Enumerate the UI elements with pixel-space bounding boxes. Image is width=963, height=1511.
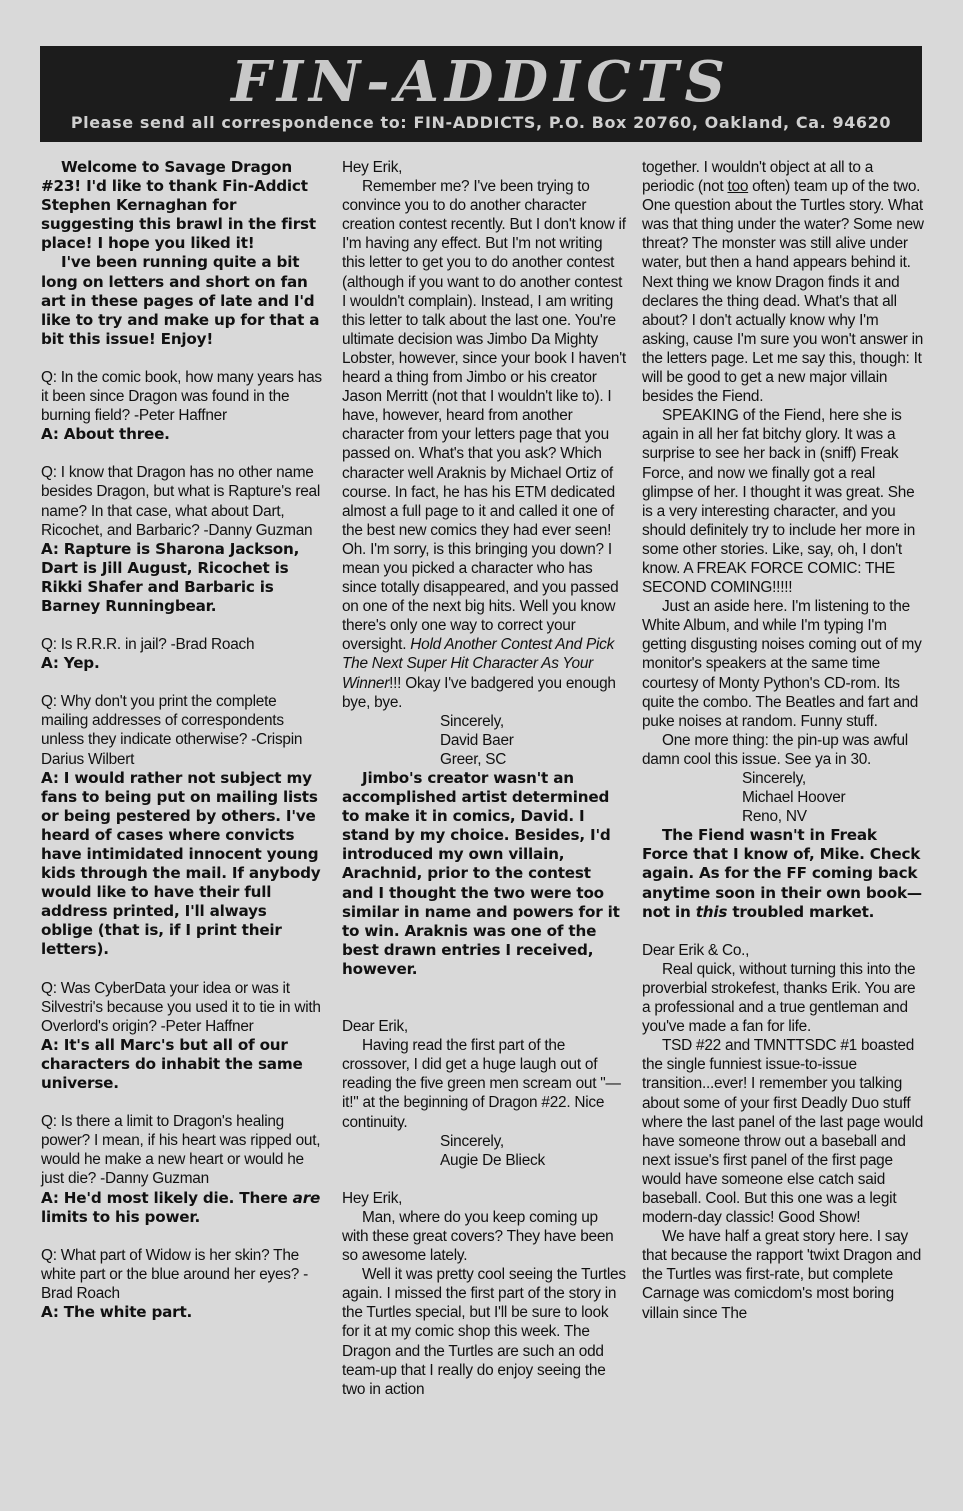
letter-4-para-1: Real quick, without turning this into the proverbial strokefest, thanks Erik. You are a professional and a true gentleman and you've made a fan for life. (642, 960, 916, 1036)
letter-4-greeting: Dear Erik & Co., (642, 941, 750, 959)
question-1: Q: In the comic book, how many years has it been since Dragon was found in the burning field? -Peter Haffner (41, 368, 322, 425)
letter-3-para-3: SPEAKING of the Fiend, here she is again in all her fat bitchy glory. It was a surprise to see her back in (sniff) Freak Force, and now we finally got a real glimpse of her. I thought it was great. She is a very interesting character, and you should definitely try to include her more in some other stories. Like, say, oh, I don't know. A FREAK FORCE COMIC: THE SECOND COMING!!!!! (642, 407, 916, 597)
letter-3-para-4: Just an aside here. I'm listening to the White Album, and while I'm typing I'm getting disgusting noises coming out of my monitor's speakers at the same time courtesy of Monty Python's CD-rom. Its quite the combo. The Beatles and fart and puke noises at random. Funny stuff. (642, 598, 922, 730)
column-3 (642, 158, 926, 1323)
column-1 (41, 158, 323, 1322)
letter-3-para-1: Man, where do you keep coming up with these great covers? They have been so awesome lately. (342, 1208, 614, 1265)
answer-5: A: It's all Marc's but all of our characters do inhabit the same universe. (41, 1035, 303, 1093)
letter-1-signoff: Sincerely, (440, 712, 504, 730)
letter-4-para-3: We have half a great story here. I say that because the rapport 'twixt Dragon and the Turtles was first-rate, but complete Carnage was comicdom's most boring villain since The (642, 1228, 922, 1322)
editor-intro-2: I've been running quite a bit long on letters and short on fan art in these pages of late and I'd like to try and make up for that a bit this issue! Enjoy! (41, 253, 320, 348)
answer-4: A: I would rather not subject my fans to being put on mailing lists or being pestered by others. I've heard of cases where convicts have intimidated innocent young kids through the mail. If anybody would like to have their full address printed, I'll always oblige (that is, if I print their letters). (41, 768, 321, 959)
letter-2-author: Augie De Blieck (440, 1151, 545, 1169)
question-7: Q: What part of Widow is her skin? The white part or the blue around her eyes? -Brad Roach (41, 1246, 308, 1302)
question-4: Q: Why don't you print the complete mailing addresses of correspondents unless they indicate otherwise? -Crispin Darius Wilbert (41, 693, 303, 768)
answer-6: A: He'd most likely die. There are limits to his power. (41, 1188, 321, 1226)
column-2 (342, 158, 626, 1399)
letter-1-location: Greer, SC (440, 750, 507, 768)
answer-2: A: Rapture is Sharona Jackson, Dart is Jill August, Ricochet is Rikki Shafer and Barbaric is Barney Runningbear. (41, 539, 300, 615)
letter-3-greeting: Hey Erik, (342, 1189, 403, 1207)
header-banner (40, 46, 922, 142)
letter-2-signoff: Sincerely, (440, 1132, 504, 1150)
letter-1-author: David Baer (440, 731, 514, 749)
letter-1-body: Remember me? I've been trying to convince you to do another character creation contest recently. But I don't know if I'm having any effect. But I'm not writing this letter to get you to do another contest (although if you want to do another contest I wouldn't complain). Instead, I am writing this letter to talk about the last one. You're ultimate decision was Jimbo Da Mighty Lobster, however, since your book I haven't heard a thing from Jimbo or his creator Jason Merritt (not that I wouldn't like to). I have, however, heard from another character from your letters page that you passed on. What's that you ask? Which character well Araknis by Michael Ortiz of course. In fact, he has his ETM dedicated almost a full page to it and called it one of the best new comics they had ever seen! Oh. I'm sorry, is this bringing you down? I mean you picked a character who has since totally disappeared, and you passed on one of the next big hits. Well you know there's only one way to correct your oversight. Hold Another Contest And Pick The Next Super Hit Character As Your Winner!!! Okay I've badgered you enough bye, bye. (342, 178, 626, 711)
letter-4-para-2: TSD #22 and TMNTTSDC #1 boasted the single funniest issue-to-issue transition...ever! I remember you talking about some of your first Deadly Duo stuff where the last panel of the last page would have someone throw out a baseball and next issue's first panel of the first page would have someone else catch said baseball. Cool. But this one was a legit modern-day classic! Good Show! (642, 1037, 924, 1227)
correspondence-address: Please send all correspondence to: FIN-ADDICTS, P.O. Box 20760, Oakland, Ca. 94620 (70, 113, 892, 132)
question-2: Q: I know that Dragon has no other name besides Dragon, but what is Rapture's real name? In that case, what about Dart, Ricochet, and Barbaric? -Danny Guzman (41, 464, 321, 539)
answer-7: A: The white part. (41, 1302, 193, 1321)
page-title: FIN-ADDICTS (231, 49, 731, 115)
question-3: Q: Is R.R.R. in jail? -Brad Roach (41, 636, 255, 654)
letter-3-signoff: Sincerely, (742, 770, 806, 787)
letter-3-location: Reno, NV (742, 808, 807, 826)
letter-3-continued: together. I wouldn't object at all to a periodic (not too often) team up of the two. One question about the Turtles story. What was that thing under the water? Some new threat? The monster was still alive under water, but then a hand appears behind it. Next thing we know Dragon finds it and declares the thing dead. What's that all about? I don't actually know why I'm asking, cause I'm sure you won't answer in the letters page. Let me say this, though: It will be good to get a new major villain besides the Fiend. (642, 159, 924, 406)
answer-1: A: About three. (41, 425, 170, 444)
question-5: Q: Was CyberData your idea or was it Silvestri's because you used it to tie in with Overlord's origin? -Peter Haffner (41, 979, 321, 1035)
question-6: Q: Is there a limit to Dragon's healing power? I mean, if his heart was ripped out, would he make a new heart or would he just die? -Danny Guzman (41, 1113, 321, 1188)
letter-2-body: Having read the first part of the crossover, I did get a huge laugh out of reading the five green men scream out "—it!" at the beginning of Dragon #22. Nice continuity. (342, 1037, 621, 1131)
letter-3-reply: The Fiend wasn't in Freak Force that I know of, Mike. Check again. As for the FF coming back anytime soon in their own book— not in this troubled market. (642, 826, 922, 921)
letter-1-reply: Jimbo's creator wasn't an accomplished artist determined to make it in comics, David. I stand by my choice. Besides, I'd introduced my own villain, Arachnid, prior to the contest and I thought the two were too similar in name and powers for it to win. Araknis was one of the best drawn entries I received, however. (342, 769, 620, 978)
editor-intro-1: Welcome to Savage Dragon #23! I'd like to thank Fin-Addict Stephen Kernaghan for suggesting this brawl in the first place! I hope you liked it! (41, 158, 316, 253)
answer-3: A: Yep. (41, 654, 100, 673)
letter-2-greeting: Dear Erik, (342, 1018, 408, 1036)
letter-3-para-5: One more thing: the pin-up was awful damn cool this issue. See ya in 30. (642, 731, 908, 768)
letter-3-author: Michael Hoover (742, 789, 846, 807)
letter-1-greeting: Hey Erik, (342, 159, 403, 176)
letter-3-para-2: Well it was pretty cool seeing the Turtles again. I missed the first part of the story in the Turtles special, but I'll be sure to look for it at my comic shop this week. The Dragon and the Turtles are such an odd team-up that I really do enjoy seeing the two in action (342, 1266, 626, 1398)
